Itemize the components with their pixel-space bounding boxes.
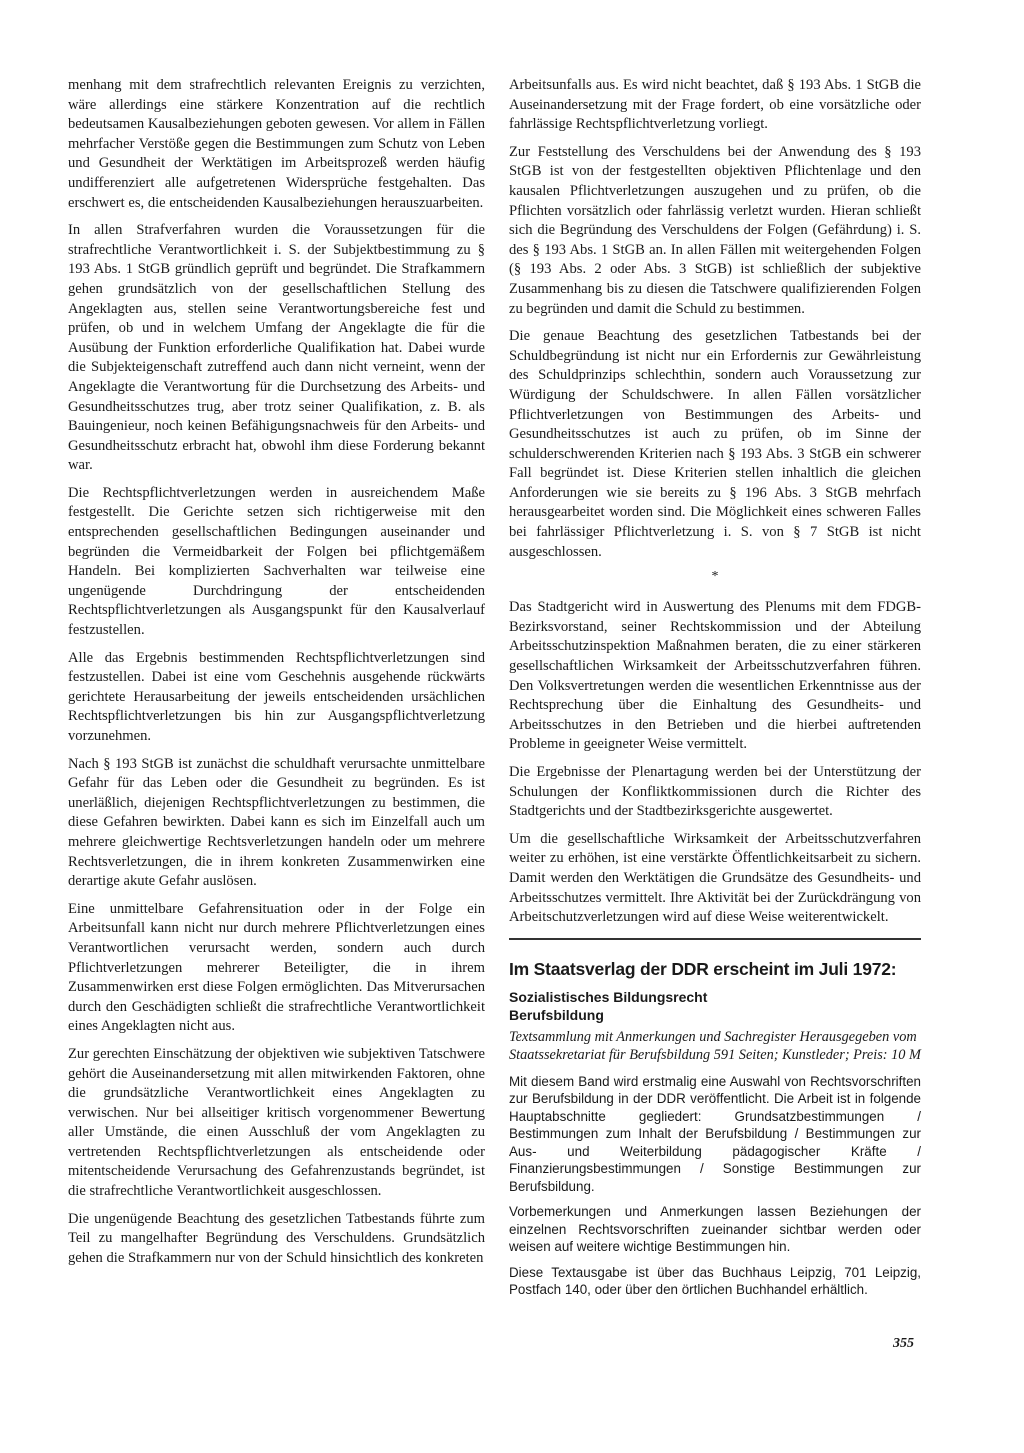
announcement-heading: Im Staatsverlag der DDR erscheint im Juli 1972: (509, 958, 897, 979)
body-paragraph: Die ungenügende Beachtung des gesetzlichen Tatbestands führte zum Teil zu mangelhafter Begründung des Verschuldens. Grundsätzlich gehen die Strafkammern nur von der Schuld hinsichtlich des konkreten (68, 1210, 485, 1266)
book-details: Textsammlung mit Anmerkungen und Sachregister Herausgegeben vom Staatssekretariat für Berufsbildung 591 Seiten; Kunstleder; Preis: 10 M (509, 1028, 921, 1064)
announcement-paragraph: Vorbemerkungen und Anmerkungen lassen Beziehungen der einzelnen Rechtsvorschriften zueinander sichtbar werden oder weisen auf weitere wichtige Bestimmungen hin. (509, 1204, 921, 1255)
book-title: Sozialistisches Bildungsrecht (509, 988, 708, 1005)
book-subtitle: Berufsbildung (509, 1006, 604, 1023)
body-paragraph: Nach § 193 StGB ist zunächst die schuldhaft verursachte unmittelbare Gefahr für das Leben oder die Gesundheit zu begründen. Es ist unerläßlich, diejenigen Rechtspflichtverletzungen zu bestimmen, die diese Gefahren bewirkten. Dabei kann es sich im Einzelfall auch um mehrere gleichwertige Rechtsverletzungen handeln oder um mehrere Rechtsverletzungen, die in ihrem konkreten Zusammenwirken eine derartige akute Gefahr auslösen. (68, 755, 485, 890)
body-paragraph: Die Ergebnisse der Plenartagung werden bei der Unterstützung der Schulungen der Konfliktkommissionen durch die Richter des Stadtgerichts und der Stadtbezirksgerichte ausgewertet. (509, 764, 921, 820)
section-separator: * (711, 569, 719, 585)
body-paragraph: menhang mit dem strafrechtlich relevanten Ereignis zu verzichten, wäre allerdings eine stärkere Konzentration auf die rechtlich bedeutsamen Kausalbeziehungen geboten gewesen. Vor allem in Fällen mehrfacher Verstöße gegen die Bestimmungen zum Schutz von Leben und Gesundheit der Werktätigen im Arbeitsprozeß werden häufig undifferenziert alle aufgetretenen Widersprüche festgehalten. Das erschwert es, die entscheidenden Kausalbeziehungen herauszuarbeiten. (68, 77, 485, 211)
body-paragraph: Das Stadtgericht wird in Auswertung des Plenums mit dem FDGB-Bezirksvorstand, seiner Rechtskommission und der Abteilung Arbeitsschutzinspektion Maßnahmen beraten, die zu einer stärkeren gesellschaftlichen Wirksamkeit der Arbeitsschutzverfahren führen. Den Volksvertretungen werden die wesentlichen Erkenntnisse aus der Rechtsprechung über die Einhaltung des Gesundheits- und Arbeitsschutzes in den Betrieben und die hierbei auftretenden Probleme in geeigneter Weise vermittelt. (509, 599, 921, 753)
body-paragraph: Alle das Ergebnis bestimmenden Rechtspflichtverletzungen sind festzustellen. Dabei ist eine vom Geschehnis ausgehende rückwärts gerichtete Herausarbeitung der jeweils entscheidenden ursächlichen Rechtspflichtverletzungen bis hin zur Ausgangspflichtverletzung vorzunehmen. (68, 649, 485, 744)
body-paragraph: Arbeitsunfalls aus. Es wird nicht beachtet, daß § 193 Abs. 1 StGB die Auseinandersetzung mit der Frage fordert, ob eine vorsätzliche oder fahrlässige Rechtspflichtverletzung vorliegt. (509, 77, 921, 133)
page-number: 355 (893, 1336, 914, 1351)
announcement-divider (509, 938, 921, 940)
body-paragraph: Die genaue Beachtung des gesetzlichen Tatbestands bei der Schuldbegründung ist nicht nur ein Erfordernis zur Gewährleistung des Schuldprinzips schlechthin, sondern auch Voraussetzung zur Würdigung der Schuldschwere. In allen Fällen vorsätzlicher Pflichtverletzungen von Bestimmungen des Arbeits- und Gesundheitsschutzes ist auch zu prüfen, ob im Sinne der schulderschwerenden Kriterien nach § 193 Abs. 3 StGB ein schwerer Fall begründet ist. Diese Kriterien stellen inhaltlich die gleichen Anforderungen wie sie bereits zu § 196 Abs. 3 StGB mehrfach herausgearbeitet worden sind. Die Möglichkeit eines schweren Falles bei fahrlässiger Pflichtverletzung i. S. von § 7 StGB ist nicht ausgeschlossen. (509, 328, 921, 560)
announcement-paragraph: Mit diesem Band wird erstmalig eine Auswahl von Rechtsvorschriften zur Berufsbildung in der DDR veröffentlicht. Die Arbeit ist in folgende Hauptabschnitte gegliedert: Grundsatzbestimmungen / Bestimmungen zum Inhalt der Berufsbildung / Bestimmungen zur Aus- und Weiterbildung pädagogischer Kräfte / Finanzierungsbestimmungen / Sonstige Bestimmungen zur Berufsbildung. (509, 1073, 921, 1194)
body-paragraph: Zur Feststellung des Verschuldens bei der Anwendung des § 193 StGB ist von der festgestellten objektiven Pflichtenlage und den kausalen Pflichtverletzungen auszugehen und zu prüfen, ob die Pflichten vorsätzlich oder fahrlässig verletzt wurden. Hieran schließt sich die Begründung des Verschuldens der Folgen (Gefährdung) i. S. des § 193 Abs. 1 StGB an. In allen Fällen mit weitergehenden Folgen (§ 193 Abs. 2 oder Abs. 3 StGB) ist schließlich der subjektive Zusammenhang bis zu diesen die Tatschwere qualifizierenden Folgen zu begründen und damit die Schuld zu bestimmen. (509, 143, 921, 317)
left-column (68, 76, 485, 1276)
right-column (509, 76, 921, 1307)
body-paragraph: Um die gesellschaftliche Wirksamkeit der Arbeitsschutzverfahren weiter zu erhöhen, ist eine verstärkte Öffentlichkeitsarbeit zu sichern. Damit werden den Werktätigen die Grundsätze des Gesundheits- und Arbeitsschutzes vermittelt. Ihre Aktivität bei der Zurückdrängung von Arbeitschutzverletzungen wird auf diese Weise weiterentwickelt. (509, 830, 921, 926)
body-paragraph: Eine unmittelbare Gefahrensituation oder in der Folge ein Arbeitsunfall kann nicht nur durch mehrere Pflichtverletzungen eines Verantwortlichen verursacht werden, sondern auch durch Pflichtverletzungen mehrerer Beteiligter, die in ihrem Zusammenwirken erst diese Folgen ermöglichten. Das Mitverursachen durch den Geschädigten schließt die strafrechtliche Verantwortlichkeit eines Angeklagten nicht aus. (68, 900, 485, 1035)
body-paragraph: Zur gerechten Einschätzung der objektiven wie subjektiven Tatschwere gehört die Auseinandersetzung mit allen mitwirkenden Faktoren, ohne die grundsätzliche Verantwortlichkeit eines Angeklagten zu verwischen. Nur bei allseitiger kritisch vorgenommener Bewertung aller Umstände, die einen Ausschluß der vom Angeklagten zu vertretenden Rechtspflichtverletzungen als entscheidende oder mitentscheidende Verursachung des Gefahrenzustands begründet, ist die strafrechtliche Verantwortlichkeit ausgeschlossen. (68, 1045, 485, 1200)
announcement-paragraph: Diese Textausgabe ist über das Buchhaus Leipzig, 701 Leipzig, Postfach 140, oder über den örtlichen Buchhandel erhältlich. (509, 1264, 921, 1298)
body-paragraph: Die Rechtspflichtverletzungen werden in ausreichendem Maße festgestellt. Die Gerichte setzen sich richtigerweise mit den entsprechenden gesellschaftlichen Bedingungen auseinander und begründen die Vermeidbarkeit der Folgen bei pflichtgemäßem Handeln. Bei komplizierten Sachverhalten war teilweise eine ungenügende Durchdringung der entscheidenden Rechtspflichtverletzungen als Ausgangspunkt für den Kausalverlauf festzustellen. (68, 484, 485, 639)
body-paragraph: In allen Strafverfahren wurden die Voraussetzungen für die strafrechtliche Verantwortlichkeit i. S. der Subjektbestimmung zu § 193 Abs. 1 StGB gründlich geprüft und begründet. Die Strafkammern gehen grundsätzlich von der gesellschaftlichen Stellung des Angeklagten aus, stellen seine Verantwortungsbereiche fest und prüfen, ob und in welchem Umfang der Angeklagte die für die Ausübung der Funktion erforderliche Qualifikation hat. Dabei wurde die Subjekteigenschaft zutreffend auch dann nicht verneint, wenn der Angeklagte die Verantwortung für die Durchsetzung des Arbeits- und Gesundheitsschutzes trug, aber trotz seiner Qualifikation, z. B. als Bauingenieur, noch keinen Befähigungsnachweis für den Arbeits- und Gesundheitsschutz erbracht hat, obwohl ihm diese Forderung bekannt war. (68, 222, 485, 474)
publisher-announcement (509, 958, 921, 1299)
